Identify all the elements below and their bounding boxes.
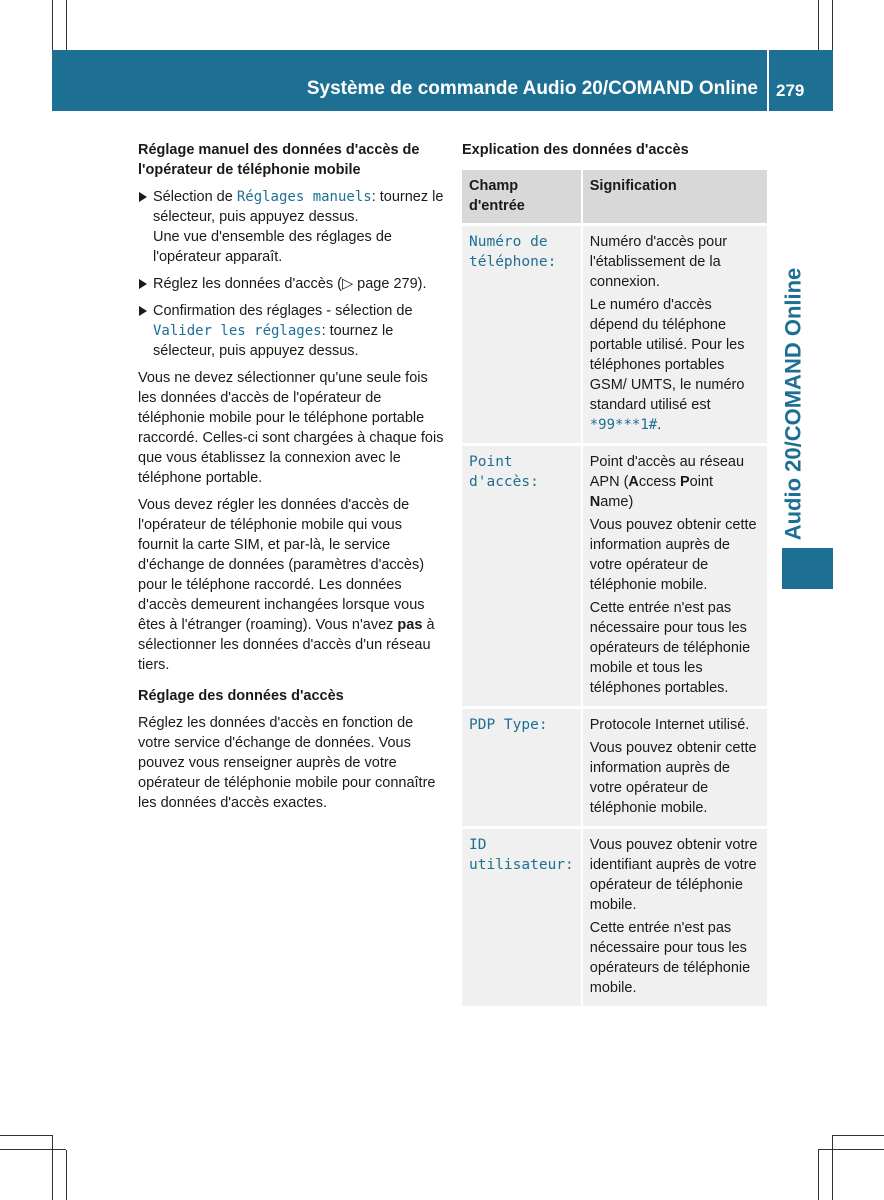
- page-title: Système de commande Audio 20/COMAND Online: [306, 78, 758, 99]
- crop-mark: [0, 1135, 52, 1136]
- bullet-triangle-icon: [139, 279, 147, 289]
- paragraph-text: .: [657, 417, 662, 433]
- bullet-triangle-icon: [139, 306, 147, 316]
- crop-mark: [0, 1149, 66, 1150]
- field-cell: [462, 225, 582, 445]
- meaning-text: Cette entrée n'est pas nécessaire pour tous les opérateurs de téléphonie mobile et tous les téléphones portables.: [589, 600, 751, 696]
- crop-mark: [818, 1150, 819, 1200]
- crop-mark: [66, 0, 67, 50]
- meaning-text: Vous pouvez obtenir votre identifiant auprès de votre opérateur de téléphonie mobile.: [589, 837, 758, 913]
- access-data-table: [462, 170, 767, 1006]
- body-paragraph: [138, 495, 444, 675]
- paragraph-text: oint: [689, 474, 714, 490]
- paragraph-text: ccess: [638, 474, 680, 490]
- instruction-step: [138, 301, 444, 361]
- dial-code: *99***1#: [589, 417, 658, 433]
- side-tab-label: Audio 20/COMAND Online: [780, 267, 805, 541]
- crop-mark: [52, 1135, 53, 1200]
- side-tab: [773, 268, 813, 540]
- meaning-text: [590, 452, 760, 512]
- menu-item-reference: Valider les réglages: [153, 323, 322, 339]
- step-text: Confirmation des réglages - sélection de: [153, 303, 413, 319]
- instruction-step: [138, 187, 444, 267]
- meaning-cell: [582, 445, 767, 708]
- section-heading: Réglage manuel des données d'accès de l'opérateur de téléphonie mobile: [138, 142, 420, 178]
- body-paragraph: Réglez les données d'accès en fonction de votre service d'échange de données. Vous pouvez vous renseigner auprès de votre opérateur de téléphonie mobile pour connaître les données d'accès exactes.: [138, 715, 436, 811]
- instruction-step: [138, 274, 444, 294]
- table-row: [462, 828, 767, 1007]
- section-heading: Réglage des données d'accès: [138, 688, 344, 704]
- side-tab-marker: [782, 548, 833, 589]
- step-text: : tournez le sélecteur, puis appuyez dessus.: [153, 323, 394, 359]
- table-row: [462, 445, 767, 708]
- paragraph-text: à sélectionner les données d'accès d'un réseau tiers.: [138, 617, 435, 673]
- crop-mark: [52, 0, 53, 50]
- paragraph-text: Point d'accès au réseau APN (: [589, 454, 745, 490]
- table-row: [462, 225, 767, 445]
- field-name: PDP Type:: [469, 717, 548, 733]
- paragraph-text: ame): [600, 494, 634, 510]
- field-name: ID utilisateur:: [469, 837, 574, 873]
- acronym-letter: A: [628, 474, 639, 490]
- field-name: Point d'accès:: [469, 454, 539, 490]
- column-header-meaning: Signification: [582, 170, 767, 225]
- menu-item-reference: Réglages manuels: [236, 189, 372, 205]
- meaning-text: Protocole Internet utilisé.: [589, 717, 750, 733]
- right-column: [462, 140, 768, 1006]
- field-cell: [462, 708, 582, 828]
- field-name: Numéro de téléphone:: [469, 234, 557, 270]
- field-cell: [462, 445, 582, 708]
- crop-mark: [818, 0, 819, 50]
- table-header-row: [462, 170, 767, 225]
- meaning-cell: [582, 225, 767, 445]
- step-result: Une vue d'ensemble des réglages de l'opérateur apparaît.: [153, 229, 392, 265]
- page-ref-arrow-icon: ▷: [341, 276, 354, 292]
- crop-mark: [818, 1149, 884, 1150]
- bullet-triangle-icon: [139, 192, 147, 202]
- acronym-letter: P: [680, 474, 690, 490]
- step-text: : tournez le sélecteur, puis appuyez dessus.: [153, 189, 444, 225]
- page-header: [52, 50, 833, 111]
- meaning-text: Numéro d'accès pour l'établissement de la connexion.: [589, 234, 728, 290]
- paragraph-text: Le numéro d'accès dépend du téléphone portable utilisé. Pour les téléphones portables GSM/ UMTS, le numéro standard utilisé est: [589, 297, 745, 413]
- meaning-cell: [582, 708, 767, 828]
- column-header-field: Champ d'entrée: [462, 170, 582, 225]
- crop-mark: [66, 1150, 67, 1200]
- crop-mark: [832, 0, 833, 50]
- step-text: Sélection de: [153, 189, 237, 205]
- acronym-letter: N: [589, 494, 601, 510]
- meaning-text: Vous pouvez obtenir cette information auprès de votre opérateur de téléphonie mobile.: [589, 517, 757, 593]
- crop-mark: [832, 1135, 833, 1200]
- step-text: Réglez les données d'accès (: [153, 276, 342, 292]
- left-column: [138, 140, 444, 820]
- table-title: Explication des données d'accès: [462, 142, 689, 158]
- meaning-text: Vous pouvez obtenir cette information auprès de votre opérateur de téléphonie mobile.: [589, 740, 757, 816]
- crop-mark: [832, 1135, 884, 1136]
- meaning-cell: [582, 828, 767, 1007]
- meaning-text: [590, 295, 760, 435]
- emphasis-text: pas: [397, 617, 423, 633]
- step-text: page 279).: [353, 276, 427, 292]
- meaning-text: Cette entrée n'est pas nécessaire pour tous les opérateurs de téléphonie mobile.: [589, 920, 751, 996]
- page-number: 279: [776, 81, 805, 100]
- field-cell: [462, 828, 582, 1007]
- header-divider: [767, 50, 769, 111]
- body-paragraph: Vous ne devez sélectionner qu'une seule fois les données d'accès de l'opérateur de téléphonie mobile pour le téléphone portable raccordé. Celles-ci sont chargées à chaque fois que vous établissez la connexion avec le téléphone portable.: [138, 370, 444, 486]
- table-row: [462, 708, 767, 828]
- paragraph-text: Vous devez régler les données d'accès de l'opérateur de téléphonie mobile qui vous fournit la carte SIM, et par-là, le service d'échange de données (paramètres d'accès) pour le téléphone raccordé. Les données d'accès demeurent inchangées lorsque vous êtes à l'étranger (roaming). Vous n'avez: [138, 497, 425, 633]
